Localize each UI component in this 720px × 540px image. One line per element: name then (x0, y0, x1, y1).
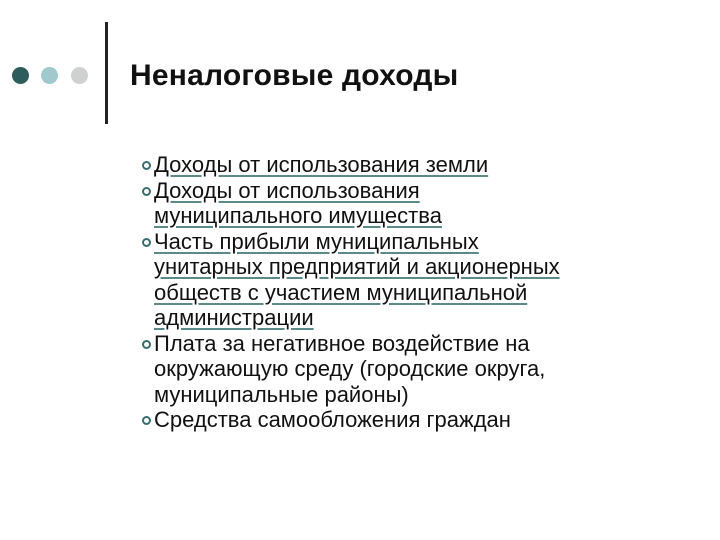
bullet-icon (142, 187, 151, 196)
item-line: унитарных предприятий и акционерных (154, 254, 560, 279)
decor-dot-gray (71, 67, 88, 84)
list-item[interactable] (130, 152, 710, 178)
bullet-icon (142, 416, 151, 425)
item-line: Доходы от использования (154, 177, 420, 203)
decor-dot-light (41, 67, 58, 84)
list-item (130, 407, 710, 433)
item-text (154, 331, 710, 408)
item-line: окружающую среду (городские округа, (154, 356, 546, 381)
list-item[interactable] (130, 229, 710, 331)
bullet-list (130, 152, 710, 433)
item-line: Плата за негативное воздействие на (154, 330, 530, 356)
item-text[interactable] (154, 229, 710, 331)
item-text (154, 407, 710, 433)
item-text[interactable] (154, 178, 710, 229)
item-line: Доходы от использования земли (154, 152, 489, 177)
item-line: Часть прибыли муниципальных (154, 228, 479, 254)
item-line: муниципальные районы) (154, 381, 409, 407)
list-item[interactable] (130, 178, 710, 229)
bullet-icon (142, 340, 151, 349)
title-divider (105, 22, 108, 124)
item-line: обществ с участием муниципальной (154, 279, 528, 305)
item-line: администрации (154, 305, 314, 330)
bullet-icon (142, 161, 151, 170)
item-text[interactable] (154, 152, 710, 178)
item-line: муниципального имущества (154, 203, 442, 228)
item-line: Средства самообложения граждан (154, 407, 511, 432)
slide-title: Неналоговые доходы (130, 59, 459, 92)
decor-dot-dark (12, 67, 29, 84)
list-item (130, 331, 710, 408)
bullet-icon (142, 238, 151, 247)
